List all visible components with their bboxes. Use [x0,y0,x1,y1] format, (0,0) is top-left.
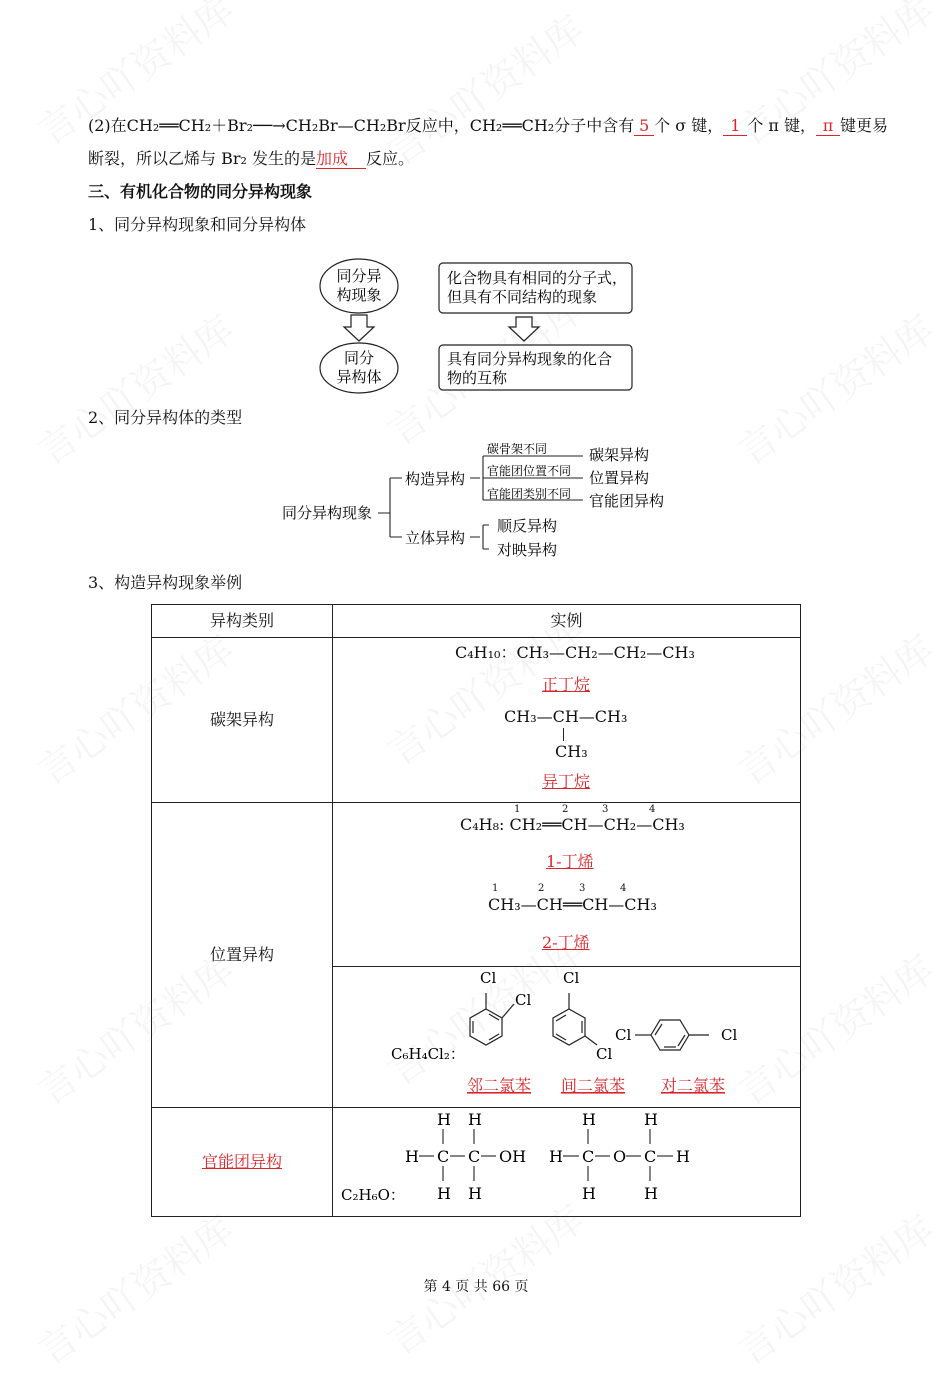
enantiomer: 对映异构 [497,541,558,559]
dichlorobenzene-formula: C₆H₄Cl₂： [391,1045,465,1063]
isobutane-main-chain: CH₃—CH—CH₃ [504,707,628,726]
row-functional-example [333,1108,801,1217]
meta-dichlorobenzene [553,993,597,1045]
group: CH₃ [652,815,685,834]
carbon-number: 3 [602,804,609,815]
result-position-isomer: 位置异构 [589,469,650,487]
para-name: 对二氯苯 [661,1076,726,1095]
carbon-number: 2 [538,883,545,894]
group: CH₃ [488,895,521,914]
tree-branch2-bracket [470,525,489,549]
cond-fg-class: 官能团类别不同 [487,487,572,501]
row-position-dichlorobenzene [333,967,801,1108]
tree-branch1: 构造异构 [405,470,466,488]
atom-h: H [405,1147,419,1166]
para2-mid1: 反应中， [405,116,470,135]
bond: ══ [542,815,562,834]
group: CH [536,895,563,914]
atom-c: C [644,1147,657,1166]
ethanol-dimethylether-structures [333,1108,801,1216]
group: CH₂ [509,815,543,834]
chlorine-label: Cl [615,1026,632,1044]
result-carbon-skeleton-isomer: 碳架异构 [589,446,650,464]
meta-name: 间二氯苯 [561,1076,626,1095]
para2-reaction: CH₂══CH₂＋Br₂──→CH₂Br—CH₂Br [126,116,406,135]
down-arrow-icon [344,315,374,341]
butene-molecular-formula: C₄H₈: [460,815,505,834]
bond: — [520,895,537,914]
atom-c: C [437,1147,450,1166]
atom-h: H [644,1184,658,1203]
c2h6o-formula: C₂H₆O： [341,1186,405,1204]
para2-line1 [88,116,888,136]
functional-isomer-label: 官能团异构 [201,1152,282,1171]
subsection2-title: 2、同分异构体的类型 [88,408,243,427]
para2-mid2: 分子中含有 [554,116,635,135]
box-isomer-def-line1: 具有同分异构现象的化合 [447,350,613,368]
n-butane-name: 正丁烷 [542,675,591,694]
chlorine-label: Cl [721,1026,738,1044]
watermark [25,300,243,476]
reaction-type-answer: 加成 [316,150,366,169]
butane-formula: C₄H₁₀：CH₃—CH₂—CH₂—CH₃ [455,643,695,662]
atom-h: H [468,1184,482,1203]
atom-h: H [676,1147,690,1166]
section3-title: 三、有机化合物的同分异构现象 [88,182,313,201]
para2-line2 [88,149,414,169]
chlorine-label: Cl [563,969,580,987]
para2-mid4: 个 π 键， [747,116,817,135]
butene2-formula [488,895,657,915]
isobutane-name: 异丁烷 [542,772,591,791]
group: CH [561,815,588,834]
result-fg-isomer: 官能团异构 [589,492,665,510]
row-functional-label [152,1108,333,1217]
ortho-name: 邻二氯苯 [467,1076,532,1095]
para2-line2-prefix: 断裂，所以乙烯与 Br₂ 发生的是 [88,149,316,168]
box-isomerism-def-line1: 化合物具有相同的分子式， [447,269,628,287]
carbon-number: 3 [579,883,586,894]
chlorine-label: Cl [596,1045,613,1063]
oval-isomer-line2: 异构体 [336,368,382,386]
atom-h: H [582,1184,596,1203]
para2-mid5: 键更易 [840,116,889,135]
dichlorobenzene-structures [333,967,801,1107]
row-position-butene [333,803,801,967]
row-carbon-label: 碳架异构 [152,638,333,803]
group: CH [582,895,609,914]
group: CH₂ [603,815,637,834]
isobutane-branch-bond [563,728,564,741]
easier-bond-answer: π [816,117,840,136]
butene2-name: 2-丁烯 [542,933,590,952]
carbon-number: 1 [514,804,521,815]
oval-isomerism-line2: 构现象 [336,286,382,304]
chlorine-label: Cl [515,991,532,1009]
atom-h: H [582,1110,596,1129]
chlorine-label: Cl [480,969,497,987]
oval-isomer-line1: 同分 [343,349,375,367]
subsection3-title: 3、构造异构现象举例 [88,573,243,592]
sigma-count-answer: 5 [634,117,654,136]
row-position-label: 位置异构 [152,803,333,1108]
para2-molecule: CH₂══CH₂ [469,116,555,135]
para2-mid3: 个 σ 键， [654,116,724,135]
bond: ══ [562,895,583,914]
butene1-name: 1-丁烯 [546,852,594,871]
bond: — [587,815,604,834]
atom-h: H [437,1184,451,1203]
group: CH₃ [624,895,657,914]
row-carbon-example [333,638,801,803]
tree-root: 同分异构现象 [282,504,373,522]
butene1-formula [460,815,685,835]
watermark [725,300,943,476]
isobutane-branch: CH₃ [555,742,588,761]
para-dichlorobenzene [635,1020,709,1050]
atom-h: H [437,1110,451,1129]
page-number: 第 4 页 共 66 页 [423,1279,529,1295]
bond: — [636,815,653,834]
table-head-example: 实例 [333,605,801,638]
carbon-number: 4 [620,883,627,894]
page-footer [0,1276,952,1296]
carbon-number: 2 [562,804,569,815]
atom-h: H [549,1147,563,1166]
hydroxyl-group: OH [499,1147,527,1166]
carbon-number: 4 [649,804,656,815]
box-isomer-def-line2: 物的互称 [447,369,508,387]
down-arrow-icon [509,317,539,341]
cond-fg-position: 官能团位置不同 [487,464,572,478]
tree-root-bracket [378,478,402,537]
atom-h: H [468,1110,482,1129]
carbon-number: 1 [492,883,499,894]
tree-branch2: 立体异构 [405,529,466,547]
table-head-type: 异构类别 [152,605,333,638]
atom-c: C [582,1147,595,1166]
oval-isomerism-line1: 同分异 [336,267,382,285]
box-isomerism-def-line2: 但具有不同结构的现象 [447,288,598,306]
subsection1-title: 1、同分异构现象和同分异构体 [88,215,307,234]
isomer-examples-table [151,604,801,1217]
atom-o: O [613,1147,627,1166]
atom-h: H [644,1110,658,1129]
bond: — [608,895,625,914]
isomer-type-tree [280,437,680,567]
para2-line2-suffix: 反应。 [366,149,415,168]
atom-c: C [468,1147,481,1166]
ethanol-bonds [419,1129,496,1181]
cis-trans-isomer: 顺反异构 [497,517,558,535]
pi-count-answer: 1 [723,117,747,136]
para2-prefix: (2)在 [88,116,127,135]
isomer-definition-diagram [300,250,650,395]
cond-carbon-skeleton: 碳骨架不同 [487,442,548,456]
ortho-dichlorobenzene [470,993,514,1045]
